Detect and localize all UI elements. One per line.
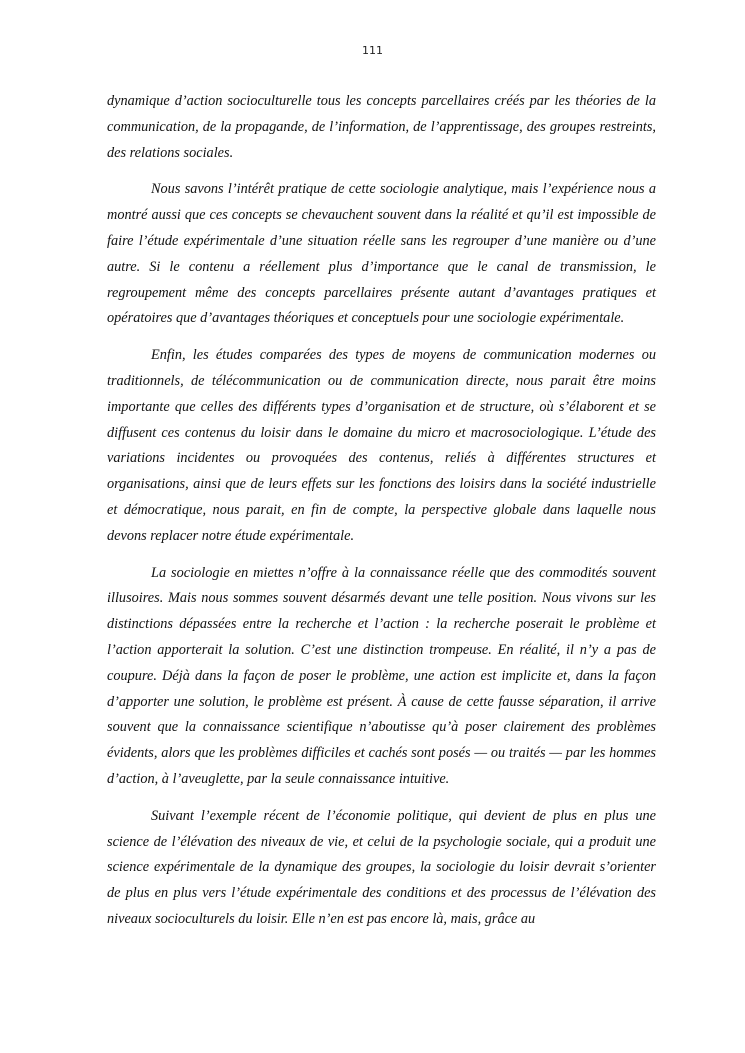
paragraph: La sociologie en miettes n’offre à la connaissance réelle que des commodités souvent illusoires. Mais nous sommes souvent désarmés devant une telle position. Nous vivons sur les distinctions dépassées entre la recherche et l’action : la recherche poserait le problème et l’action apporterait la solution. C’est une distinction trompeuse. En réalité, il n’y a pas de coupure. Déjà dans la façon de poser le problème, une action est implicite et, dans la façon d’apporter une solution, le problème est présent. À cause de cette fausse séparation, il arrive souvent que la connaissance scientifique n’aboutisse qu’à poser clairement des problèmes évidents, alors que les problèmes difficiles et cachés sont posés — ou traités — par les hommes d’action, à l’aveuglette, par la seule connaissance intuitive. [107, 564, 656, 787]
body-text [107, 89, 656, 944]
paragraph-continued: dynamique d’action socioculturelle tous les concepts parcellaires créés par les théories de la communication, de la propagande, de l’information, de l’apprentissage, des groupes restreints, des relations sociales. [107, 93, 656, 161]
paragraph: Suivant l’exemple récent de l’économie politique, qui devient de plus en plus une science de l’élévation des niveaux de vie, et celui de la psychologie sociale, qui a produit une science expérimentale de la dynamique des groupes, la sociologie du loisir devrait s’orienter de plus en plus vers l’étude expérimentale des conditions et des processus de l’élévation des niveaux socioculturels du loisir. Elle n’en est pas encore là, mais, grâce au [107, 807, 656, 927]
paragraph: Nous savons l’intérêt pratique de cette sociologie analytique, mais l’expérience nous a montré aussi que ces concepts se chevauchent souvent dans la réalité et qu’il est impossible de faire l’étude expérimentale d’une situation réelle sans les regrouper d’une manière ou d’une autre. Si le contenu a réellement plus d’importance que le canal de transmission, le regroupement même des concepts parcellaires présente autant d’avantages pratiques et opératoires que d’avantages théoriques et conceptuels pour une sociologie expérimentale. [107, 181, 656, 327]
page-number: 111 [362, 44, 383, 57]
paragraph: Enfin, les études comparées des types de moyens de communication modernes ou traditionnels, de télécommunication ou de communication directe, nous parait être moins importante que celles des différents types d’organisation et de structure, où s’élaborent et se diffusent ces contenus du loisir dans le domaine du micro et macrosociologique. L’étude des variations incidentes ou provoquées des contenus, reliés à différentes structures et organisations, ainsi que de leurs effets sur les fonctions des loisirs dans la société industrielle et démocratique, nous parait, en fin de compte, la perspective globale dans laquelle nous devons replacer notre étude expérimentale. [107, 347, 656, 544]
